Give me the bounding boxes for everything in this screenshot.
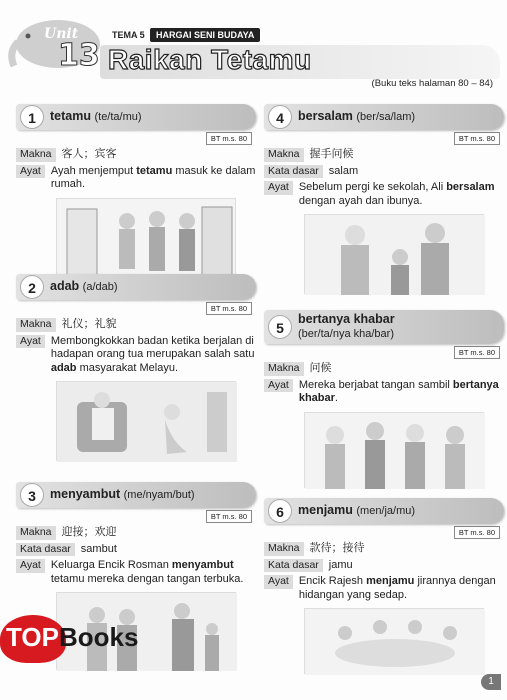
entry-word: tetamu (te/ta/mu) [50,109,142,123]
makna-text: 款待；接待 [309,542,365,554]
entry-number: 3 [20,483,44,507]
page-number: 1 [481,674,501,690]
ayat-label: Ayat [264,181,293,195]
makna-label: Makna [264,362,304,376]
makna-label: Makna [264,148,304,162]
tema-name: HARGAI SENI BUDAYA [150,28,260,42]
ayat-label: Ayat [16,335,45,349]
illustration [304,608,484,674]
bt-reference: BT m.s. 80 [206,132,252,145]
illustration [56,381,236,461]
textbook-reference: (Buku teks halaman 80 – 84) [371,78,493,89]
entry-number: 5 [268,315,292,339]
illustration [304,412,484,488]
ayat-label: Ayat [16,165,45,179]
kata-dasar-label: Kata dasar [264,165,323,179]
ayat-label: Ayat [264,575,293,589]
makna-text: 迎接；欢迎 [61,526,117,538]
page-title: Raikan Tetamu [108,44,312,75]
word-bar [264,104,504,130]
bt-reference: BT m.s. 80 [454,346,500,359]
entry-2 [16,274,256,461]
word-bar [16,274,256,300]
bt-reference: BT m.s. 80 [206,302,252,315]
entry-word: menjamu (men/ja/mu) [298,503,416,517]
topbooks-watermark: TOPBooks [6,622,139,652]
ayat-text: Ayah menjemput tetamu masuk ke dalam rumah. [50,164,256,190]
kata-dasar-label: Kata dasar [16,543,75,557]
entry-word: bertanya khabar (ber/ta/nya kha/bar) [298,312,395,340]
illustration [304,214,484,294]
entry-number: 1 [20,105,44,129]
entry-1 [16,104,256,278]
ayat-text: Encik Rajesh menjamu jirannya dengan hidangan yang sedap. [298,575,496,601]
bt-reference: BT m.s. 80 [454,132,500,145]
ayat-text: Mereka berjabat tangan sambil bertanya khabar. [298,378,499,404]
makna-label: Makna [16,148,56,162]
makna-text: 礼仪；礼貌 [61,318,117,330]
entry-5 [264,310,504,488]
entry-number: 6 [268,499,292,523]
makna-label: Makna [16,318,56,332]
illustration [56,198,236,278]
entry-number: 2 [20,275,44,299]
bt-reference: BT m.s. 80 [206,510,252,523]
entry-6 [264,498,504,674]
ayat-label: Ayat [16,559,45,573]
entry-word: bersalam (ber/sa/lam) [298,109,416,123]
unit-number: 13 [58,38,100,73]
kata-dasar-label: Kata dasar [264,559,323,573]
unit-label: Unit [44,26,79,42]
word-bar [16,104,256,130]
bt-reference: BT m.s. 80 [454,526,500,539]
kata-dasar-text: jamu [328,558,353,571]
makna-text: 问候 [309,362,332,374]
entry-number: 4 [268,105,292,129]
kata-dasar-text: salam [328,164,359,177]
entry-4 [264,104,504,294]
makna-text: 握手问候 [309,148,354,160]
tema-label: TEMA 5 [112,30,145,40]
page-header [0,0,507,92]
ayat-text: Membongkokkan badan ketika berjalan di hadapan orang tua merupakan salah satu adab masyarakat Melayu. [50,334,255,374]
makna-label: Makna [264,542,304,556]
entry-word: adab (a/dab) [50,279,118,293]
kata-dasar-text: sambut [80,542,117,555]
ayat-label: Ayat [264,379,293,393]
entry-word: menyambut (me/nyam/but) [50,487,195,501]
word-bar [264,498,504,524]
ayat-text: Keluarga Encik Rosman menyambut tetamu mereka dengan tangan terbuka. [50,559,244,585]
ayat-text: Sebelum pergi ke sekolah, Ali bersalam dengan ayah dan ibunya. [298,181,495,207]
word-bar [16,482,256,508]
word-bar [264,310,504,344]
makna-label: Makna [16,526,56,540]
makna-text: 客人；宾客 [61,148,117,160]
